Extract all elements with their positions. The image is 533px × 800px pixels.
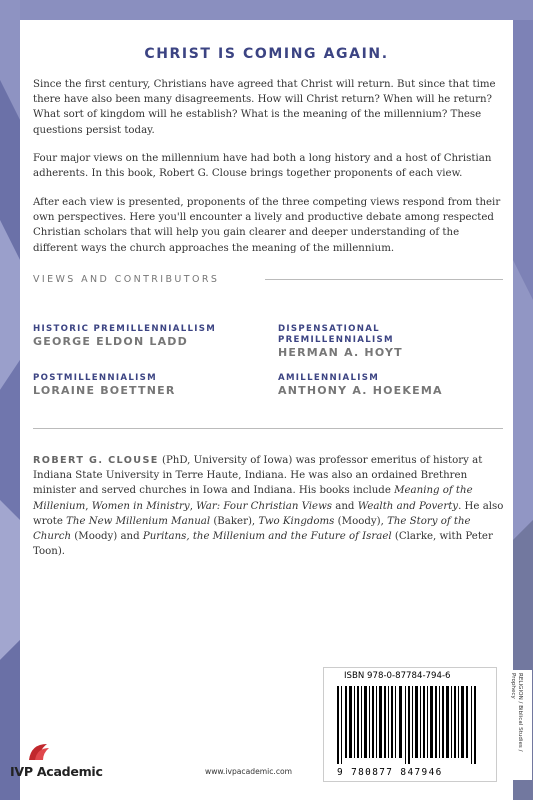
contributors-section-label: VIEWS AND CONTRIBUTORS [33, 274, 220, 285]
contributor-postmillennialism [33, 373, 176, 398]
book-title: Meaning of the Millenium [33, 485, 473, 512]
bio-text: (PhD, University of Iowa) was professor emeritus of history at Indiana State University in Terre Haute, Indiana. He was also an ordained Brethren minister and served churches in Iowa and Indiana. His books include [33, 455, 483, 497]
bio-text: (Baker), [210, 515, 259, 527]
book-title: Wealth and Poverty [357, 500, 459, 512]
bio-text: (Moody), [334, 515, 388, 527]
book-title: Women in Ministry [91, 500, 190, 512]
contributor-name: HERMAN A. HOYT [278, 346, 403, 359]
contributors-divider [33, 428, 503, 429]
bio-text: (Clarke, with Peter Toon). [33, 531, 493, 558]
book-title: Two Kingdoms [258, 515, 335, 527]
author-name: ROBERT G. CLOUSE [33, 455, 159, 466]
contributor-view: DISPENSATIONAL PREMILLENNIALISM [278, 324, 394, 345]
description-paragraph-1: Since the first century, Christians have agreed that Christ will return. But since that time there have also been many disagreements. How will Christ return? When will he return? What sort of kingdom will he establish? What is the meaning of the millennium? These questions persist today. [33, 79, 496, 136]
contributor-dispensational-premillennialism [278, 324, 498, 360]
contributor-view: HISTORIC PREMILLENNIALLISM [33, 324, 217, 334]
book-title: The New Millenium Manual [66, 515, 211, 527]
bio-text: and [332, 500, 358, 512]
bio-text: . He also wrote [33, 500, 504, 527]
category-line-2: Prophecy [510, 673, 516, 699]
description-paragraph-3: After each view is presented, proponents of the three competing views respond from their own perspectives. Here you'll encounter a lively and productive debate among respected Christian scholars that will help you gain clearer and deeper understanding of the different ways the church approaches the meaning of the millennium. [33, 197, 501, 254]
contributor-name: GEORGE ELDON LADD [33, 335, 188, 348]
category-line-1: RELIGION / Biblical Studies / [517, 673, 523, 752]
bio-text: , [189, 500, 197, 512]
contributor-amillennialism [278, 373, 443, 398]
book-title: The Story of the Church [33, 515, 471, 543]
author-bio [33, 453, 505, 559]
description-paragraph-2: Four major views on the millennium have had both a long history and a host of Christian adherents. In this book, Robert G. Clouse brings together proponents of each view. [33, 153, 492, 180]
contributor-name: ANTHONY A. HOEKEMA [278, 384, 443, 397]
bio-text: , [85, 500, 92, 512]
contributor-name: LORAINE BOETTNER [33, 384, 176, 397]
isbn-text: ISBN 978-0-87784-794-6 [344, 671, 451, 681]
publisher-website: www.ivpacademic.com [205, 767, 293, 776]
contributor-view: AMILLENNIALISM [278, 373, 380, 383]
category-label [509, 673, 523, 752]
barcode-number: 9 780877 847946 [337, 767, 443, 778]
contributor-historic-premillennialism [33, 324, 216, 349]
headline: CHRIST IS COMING AGAIN. [144, 46, 389, 62]
section-divider [265, 279, 503, 280]
contributor-view: POSTMILLENNIALISM [33, 373, 157, 383]
book-title: Puritans, the Millenium and the Future of Israel [142, 531, 392, 543]
barcode-icon [335, 686, 483, 764]
book-title: War: Four Christian Views [196, 500, 333, 512]
bio-text: (Moody) and [71, 531, 143, 543]
publisher-logo-text: IVP Academic [10, 764, 103, 779]
